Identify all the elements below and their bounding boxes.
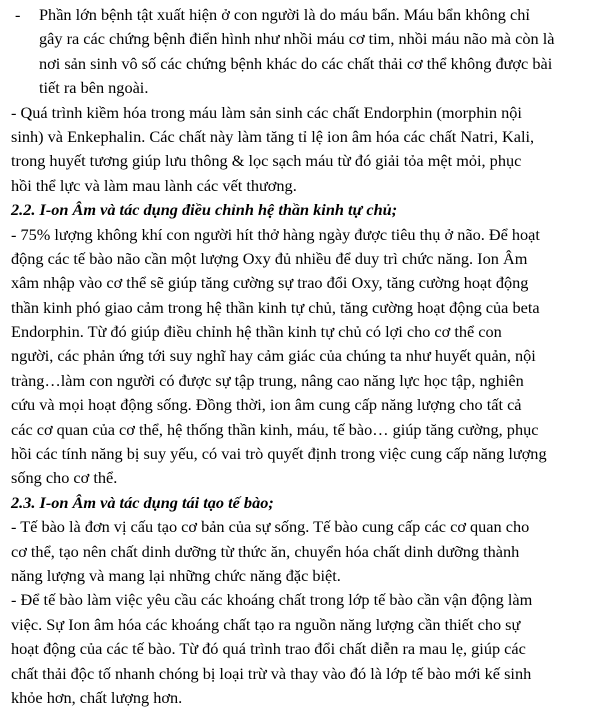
text-line: tiết ra bên ngoài. — [39, 78, 149, 98]
text-line: tràng…làm con người có được sự tập trung, nâng cao năng lực học tập, nghiên — [11, 370, 524, 390]
text-line: cơ thể, tạo nên chất dinh dưỡng từ thức ăn, chuyển hóa chất dinh dưỡng thành — [11, 541, 520, 561]
text-line: gây ra các chứng bệnh điển hình như nhồi máu cơ tim, nhồi máu não mà còn là — [39, 29, 555, 49]
text-line: hồi các tính năng bị suy yếu, có vai trò quyết định trong việc cung cấp năng lượng — [11, 444, 547, 464]
text-line: - Tế bào là đơn vị cấu tạo cơ bản của sự sống. Tế bào cung cấp các cơ quan cho — [11, 517, 530, 537]
text-line: sinh) và Enkephalin. Các chất này làm tăng tỉ lệ ion âm hóa các chất Natri, Kali, — [11, 126, 535, 146]
paragraph-cells-basic-unit — [11, 515, 604, 588]
text-line: động các tế bào não cần một lượng Oxy đủ nhiều để duy trì chức năng. Ion Âm — [11, 248, 528, 268]
bullet-item-dirty-blood — [11, 3, 604, 101]
text-line: thần kinh phó giao cảm trong hệ thần kinh tự chủ, tăng cường hoạt động của beta — [11, 297, 540, 317]
bullet-marker: - — [15, 5, 21, 24]
text-line: - Quá trình kiềm hóa trong máu làm sản sinh các chất Endorphin (morphin nội — [11, 102, 522, 122]
text-line: chất thải độc tố nhanh chóng bị loại trừ và thay vào đó là lớp tế bào mới kế sinh — [11, 663, 532, 683]
paragraph-cells-minerals — [11, 588, 604, 710]
text-line: hồi thể lực và làm mau lành các vết thương. — [11, 175, 297, 195]
text-line: sống cho cơ thể. — [11, 468, 118, 488]
text-line: - Để tế bào làm việc yêu cầu các khoáng chất trong lớp tế bào cần vận động làm — [11, 590, 533, 610]
text-line: - 75% lượng không khí con người hít thở hàng ngày được tiêu thụ ở não. Để hoạt — [11, 224, 540, 244]
text-line: việc. Sự Ion âm hóa các khoáng chất tạo ra nguồn năng lượng cần thiết cho sự — [11, 614, 521, 634]
text-line: hoạt động của các tế bào. Từ đó quá trình trao đổi chất diễn ra mau lẹ, giúp các — [11, 639, 526, 659]
text-line: khỏe hơn, chất lượng hơn. — [11, 687, 183, 707]
text-line: xâm nhập vào cơ thể sẽ giúp tăng cường sự trao đổi Oxy, tăng cường hoạt động — [11, 273, 529, 293]
section-heading-2-2: 2.2. I-on Âm và tác dụng điều chỉnh hệ thần kinh tự chủ; — [11, 200, 398, 220]
text-line: các cơ quan của cơ thể, hệ thống thần kinh, máu, tế bào… giúp tăng cường, phục — [11, 419, 539, 439]
text-line: người, các phản ứng tới suy nghĩ hay cảm giác của chúng ta như huyết quản, nội — [11, 346, 536, 366]
text-line: Endorphin. Từ đó giúp điều chỉnh hệ thần kinh tự chủ có lợi cho cơ thể con — [11, 322, 502, 342]
section-heading-2-3: 2.3. I-on Âm và tác dụng tái tạo tế bào; — [11, 492, 274, 512]
paragraph-endorphin — [11, 101, 604, 199]
text-line: năng lượng và mang lại những chức năng đặc biệt. — [11, 565, 341, 585]
text-line: Phần lớn bệnh tật xuất hiện ở con người là do máu bẩn. Máu bẩn không chỉ — [39, 5, 530, 24]
paragraph-nervous-system — [11, 223, 604, 491]
text-line: cứu và mọi hoạt động sống. Đồng thời, ion âm cung cấp năng lượng cho tất cả — [11, 395, 522, 415]
text-line: nơi sản sinh vô số các chứng bệnh khác do các chất thải cơ thể không được bài — [39, 53, 553, 73]
text-line: trong huyết tương giúp lưu thông & lọc sạch máu từ đó giải tỏa mệt mỏi, phục — [11, 151, 522, 171]
bullet-text — [39, 3, 604, 101]
